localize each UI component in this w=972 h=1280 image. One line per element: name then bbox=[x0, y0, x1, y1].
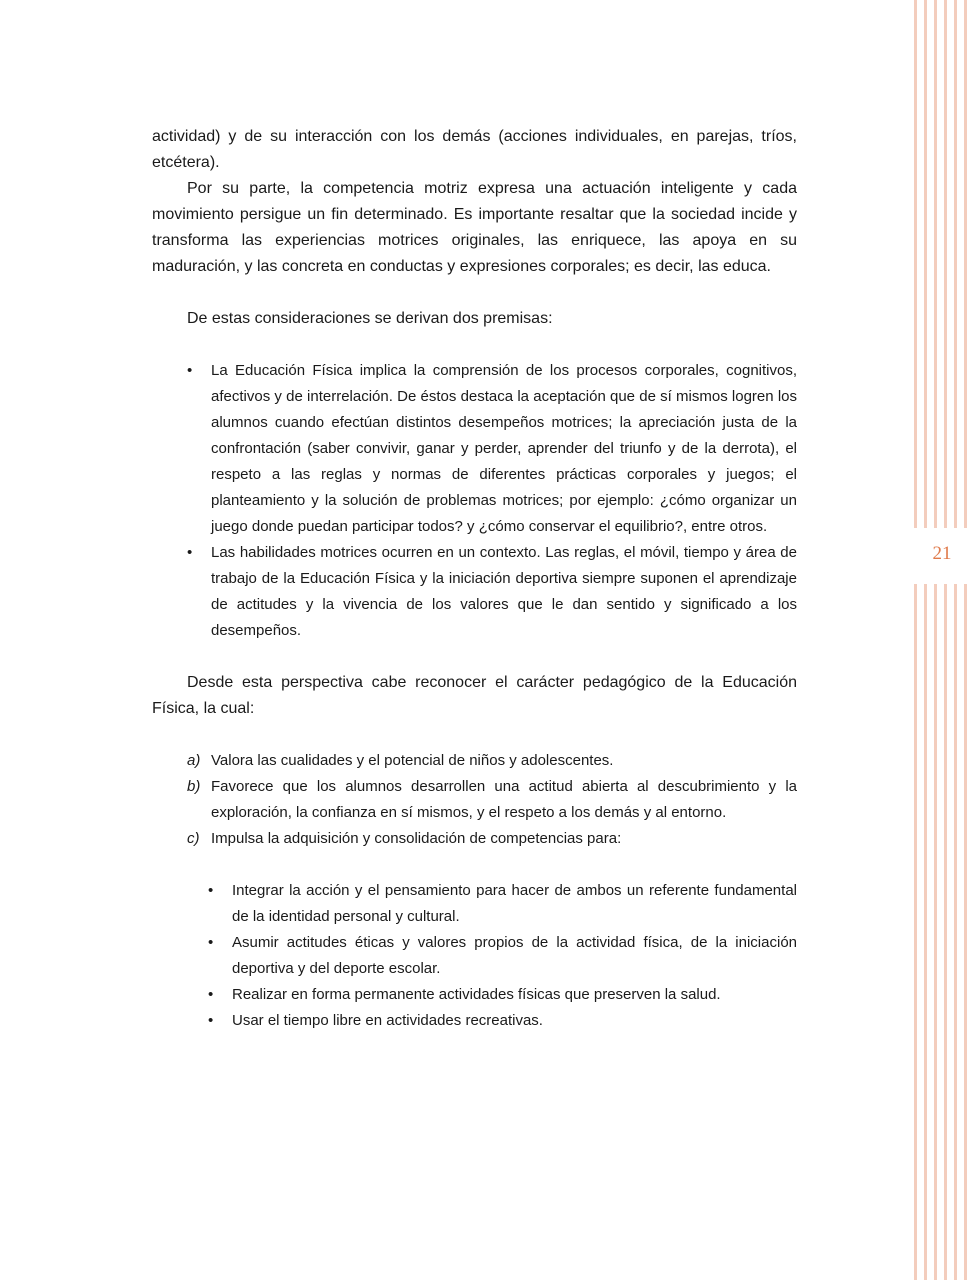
list-item-text: Realizar en forma permanente actividades físicas que preserven la salud. bbox=[232, 986, 721, 1003]
premisas-list bbox=[152, 358, 797, 644]
body-text bbox=[152, 124, 797, 1034]
list-marker: a) bbox=[187, 752, 201, 769]
list-marker: b) bbox=[187, 778, 201, 795]
paragraph-competencia-motriz: Por su parte, la competencia motriz expresa una actuación inteligente y cada movimiento persigue un fin determinado. Es importante resaltar que la sociedad incide y transforma las experiencias motrices originales, las enriquece, las apoya en su maduración, y las concreta en conductas y expresiones corporales; es decir, las educa. bbox=[152, 180, 797, 275]
list-item-text: Usar el tiempo libre en actividades recreativas. bbox=[232, 1012, 543, 1029]
caracteristicas-list bbox=[152, 748, 797, 852]
bullet-icon: • bbox=[187, 362, 193, 379]
bullet-icon: • bbox=[208, 986, 214, 1003]
margin-stripes-decoration bbox=[912, 0, 972, 1280]
list-item-text: Integrar la acción y el pensamiento para hacer de ambos un referente fundamental de la identidad personal y cultural. bbox=[232, 882, 797, 925]
list-item-text: Favorece que los alumnos desarrollen una actitud abierta al descubrimiento y la exploración, la confianza en sí mismos, y el respeto a los demás y al entorno. bbox=[211, 778, 797, 821]
list-item bbox=[152, 748, 797, 774]
bullet-icon: • bbox=[208, 1012, 214, 1029]
list-item bbox=[152, 826, 797, 852]
list-item bbox=[152, 358, 797, 540]
list-item bbox=[152, 982, 797, 1008]
list-item-text: Impulsa la adquisición y consolidación de competencias para: bbox=[211, 830, 622, 847]
list-item bbox=[152, 878, 797, 930]
list-item-text: Las habilidades motrices ocurren en un contexto. Las reglas, el móvil, tiempo y área de trabajo de la Educación Física y la iniciación deportiva siempre suponen el aprendizaje de actitudes y la vivencia de los valores que le dan sentido y significado a los desempeños. bbox=[211, 544, 797, 639]
page-number: 21 bbox=[932, 543, 952, 564]
list-item bbox=[152, 774, 797, 826]
competencias-list bbox=[152, 878, 797, 1034]
list-item bbox=[152, 540, 797, 644]
paragraph-continuation: actividad) y de su interacción con los demás (acciones individuales, en parejas, tríos, etcétera). bbox=[152, 128, 797, 171]
bullet-icon: • bbox=[208, 882, 214, 899]
bullet-icon: • bbox=[187, 544, 193, 561]
list-item bbox=[152, 930, 797, 982]
bullet-icon: • bbox=[208, 934, 214, 951]
list-item bbox=[152, 1008, 797, 1034]
list-item-text: La Educación Física implica la comprensión de los procesos corporales, cognitivos, afectivos y de interrelación. De éstos destaca la aceptación que de sí mismos logren los alumnos cuando efectúan distintos desempeños motrices; la apreciación justa de la confrontación (saber convivir, ganar y perder, aprender del triunfo y de la derrota), el respeto a las reglas y normas de diferentes prácticas corporales y juegos; el planteamiento y la solución de problemas motrices; por ejemplo: ¿cómo organizar un juego donde puedan participar todos? y ¿cómo conservar el equilibrio?, entre otros. bbox=[211, 362, 797, 535]
list-item-text: Valora las cualidades y el potencial de niños y adolescentes. bbox=[211, 752, 614, 769]
paragraph-perspectiva: Desde esta perspectiva cabe reconocer el carácter pedagógico de la Educación Física, la cual: bbox=[152, 674, 797, 717]
list-item-text: Asumir actitudes éticas y valores propios de la actividad física, de la iniciación deportiva y del deporte escolar. bbox=[232, 934, 797, 977]
list-marker: c) bbox=[187, 830, 200, 847]
paragraph-premisas-intro: De estas consideraciones se derivan dos premisas: bbox=[187, 310, 553, 327]
